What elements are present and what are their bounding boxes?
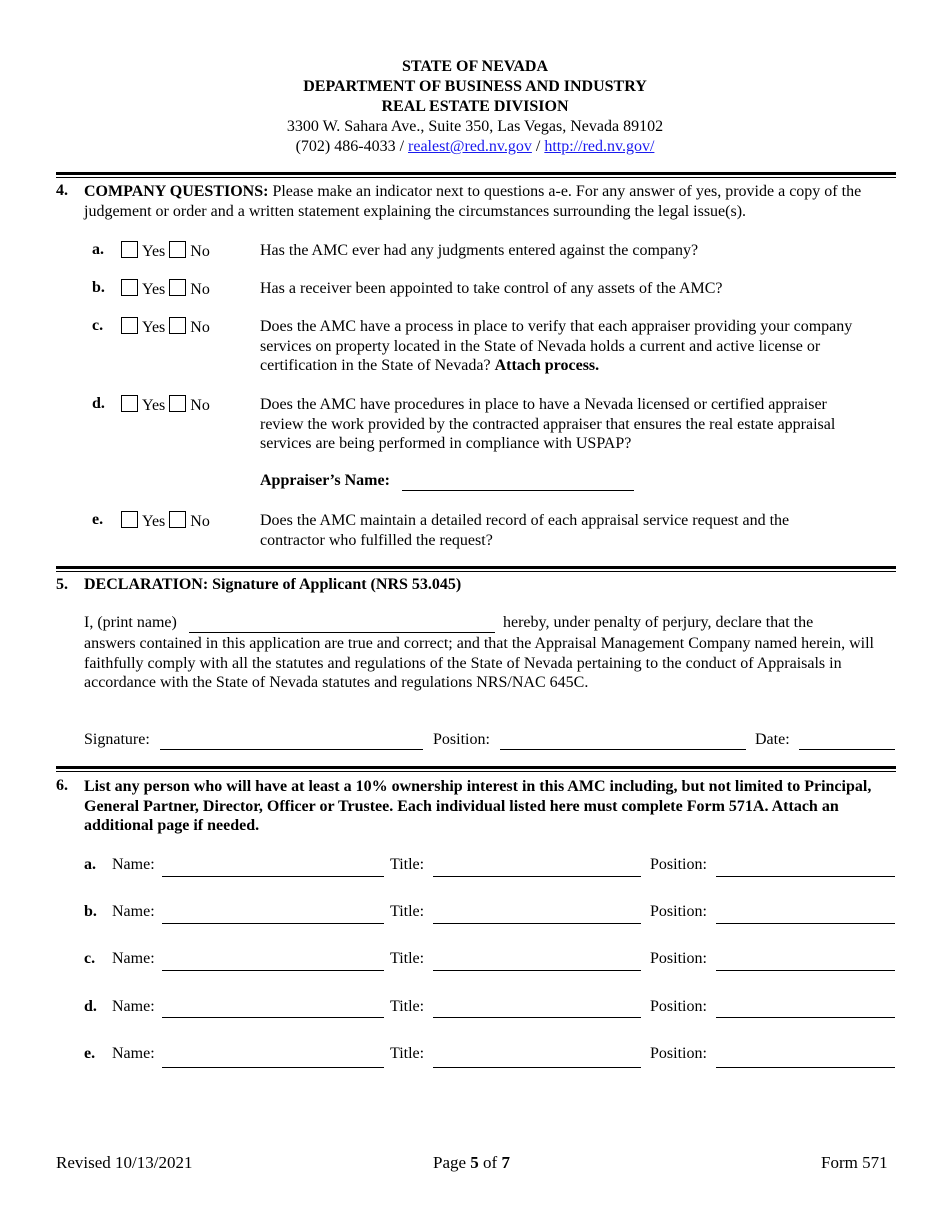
question-text: Does the AMC have procedures in place to have a Nevada licensed or certified appraiser review the work provided by the contracted appraiser that ensures the real estate appraisal services are being performed in compliance with USPAP?	[260, 396, 836, 452]
section-6-number: 6.	[56, 777, 68, 794]
owner-position-label: Position:	[650, 998, 707, 1015]
date-label: Date:	[755, 731, 790, 748]
page-number	[433, 1153, 510, 1173]
owner-name-label: Name:	[112, 856, 155, 873]
owner-name-field[interactable]	[162, 1067, 384, 1068]
section-5-number: 5.	[56, 576, 68, 593]
declaration-text: answers contained in this application are true and correct; and that the Appraisal Management Company named herein, will faithfully comply with all the statutes and regulations of the State of Nevada pertaining to the conduct of Appraisals in accordance with the State of Nevada statutes and regulations NRS/NAC 645C.	[84, 635, 874, 691]
appraiser-name-field[interactable]	[402, 490, 634, 491]
no-checkbox[interactable]	[169, 241, 186, 258]
owner-position-field[interactable]	[716, 1067, 895, 1068]
yes-label: Yes	[142, 281, 166, 298]
owner-title-field[interactable]	[433, 876, 641, 877]
question-letter: c.	[92, 317, 104, 334]
website-link[interactable]: http://red.nv.gov/	[544, 138, 655, 155]
owner-title-label: Title:	[390, 998, 425, 1015]
owner-title-field[interactable]	[433, 970, 641, 971]
owner-row-letter: d.	[84, 998, 97, 1015]
header-state: STATE OF NEVADA	[401, 58, 549, 75]
question-text: Does the AMC maintain a detailed record of each appraisal service request and the contractor who fulfilled the request?	[260, 512, 790, 549]
no-label: No	[190, 319, 210, 336]
no-checkbox[interactable]	[169, 395, 186, 412]
owner-name-field[interactable]	[162, 1017, 384, 1018]
yes-no-group	[121, 511, 214, 531]
page-header	[0, 57, 950, 157]
header-separator: /	[535, 138, 541, 155]
owner-name-field[interactable]	[162, 923, 384, 924]
yes-no-group	[121, 279, 214, 299]
question-text: Has the AMC ever had any judgments entered against the company?	[260, 242, 699, 259]
yes-label: Yes	[142, 319, 166, 336]
print-name-field[interactable]	[189, 632, 495, 633]
yes-label: Yes	[142, 397, 166, 414]
yes-checkbox[interactable]	[121, 317, 138, 334]
no-label: No	[190, 513, 210, 530]
section-divider	[56, 566, 896, 572]
page-of: of	[483, 1153, 498, 1172]
question-text: Has a receiver been appointed to take control of any assets of the AMC?	[260, 280, 723, 297]
owner-title-field[interactable]	[433, 1067, 641, 1068]
owner-name-label: Name:	[112, 950, 155, 967]
yes-checkbox[interactable]	[121, 395, 138, 412]
question-letter: d.	[92, 395, 105, 412]
revised-date: Revised 10/13/2021	[56, 1153, 193, 1172]
header-contact	[0, 137, 950, 157]
owner-name-field[interactable]	[162, 970, 384, 971]
section-4-number: 4.	[56, 182, 68, 199]
section-5-title: DECLARATION: Signature of Applicant (NRS 53.045)	[84, 576, 462, 593]
section-divider	[56, 766, 896, 772]
no-label: No	[190, 397, 210, 414]
position-field[interactable]	[500, 749, 746, 750]
question-text	[260, 317, 860, 376]
yes-checkbox[interactable]	[121, 241, 138, 258]
no-label: No	[190, 281, 210, 298]
form-number: Form 571	[821, 1153, 888, 1172]
header-division: REAL ESTATE DIVISION	[381, 98, 569, 115]
question-letter: e.	[92, 511, 104, 528]
print-name-label: I, (print name)	[84, 614, 177, 631]
yes-checkbox[interactable]	[121, 279, 138, 296]
owner-row-letter: e.	[84, 1045, 96, 1062]
question-letter: a.	[92, 241, 104, 258]
no-checkbox[interactable]	[169, 511, 186, 528]
signature-label: Signature:	[84, 731, 150, 748]
owner-position-label: Position:	[650, 856, 707, 873]
owner-position-label: Position:	[650, 950, 707, 967]
owner-row-letter: c.	[84, 950, 96, 967]
owner-position-field[interactable]	[716, 876, 895, 877]
owner-title-label: Title:	[390, 950, 425, 967]
page-current: 5	[470, 1153, 479, 1172]
section-6-title: List any person who will have at least a 10% ownership interest in this AMC including, but not limited to Principal, General Partner, Director, Officer or Trustee. Each individual listed here must complete Form 571A. Attach an additional page if needed.	[84, 778, 872, 834]
declaration-line-1: hereby, under penalty of perjury, declare that the	[503, 614, 814, 631]
section-4-intro	[84, 182, 896, 221]
page-prefix: Page	[433, 1153, 467, 1172]
owner-row-letter: b.	[84, 903, 97, 920]
yes-checkbox[interactable]	[121, 511, 138, 528]
owner-title-label: Title:	[390, 1045, 425, 1062]
owner-position-field[interactable]	[716, 970, 895, 971]
header-address: 3300 W. Sahara Ave., Suite 350, Las Vegas, Nevada 89102	[286, 118, 664, 135]
header-department: DEPARTMENT OF BUSINESS AND INDUSTRY	[303, 78, 647, 95]
signature-field[interactable]	[160, 749, 423, 750]
email-link[interactable]: realest@red.nv.gov	[408, 138, 532, 155]
section-4-title: COMPANY QUESTIONS:	[84, 183, 269, 200]
header-phone: (702) 486-4033 /	[295, 138, 405, 155]
question-c-body: Does the AMC have a process in place to verify that each appraiser providing your company services on property located in the State of Nevada holds a current and active license or certification in the State of Nevada?	[260, 318, 853, 374]
yes-no-group	[121, 395, 214, 415]
owner-name-label: Name:	[112, 1045, 155, 1062]
section-4-instructions: Please make an indicator next to questions a-e. For any answer of yes, provide a copy of the judgement or order and a written statement explaining the circumstances surrounding the legal issue(s).	[84, 183, 862, 220]
owner-name-label: Name:	[112, 998, 155, 1015]
appraiser-name-label: Appraiser’s Name:	[260, 472, 390, 489]
owner-title-field[interactable]	[433, 923, 641, 924]
page-total: 7	[501, 1153, 510, 1172]
owner-row-letter: a.	[84, 856, 96, 873]
no-checkbox[interactable]	[169, 317, 186, 334]
owner-position-field[interactable]	[716, 1017, 895, 1018]
owner-name-label: Name:	[112, 903, 155, 920]
yes-no-group	[121, 317, 214, 337]
owner-position-label: Position:	[650, 903, 707, 920]
attach-process-note: Attach process.	[494, 357, 600, 374]
no-checkbox[interactable]	[169, 279, 186, 296]
owner-title-label: Title:	[390, 856, 425, 873]
position-label: Position:	[433, 731, 490, 748]
yes-no-group	[121, 241, 214, 261]
yes-label: Yes	[142, 243, 166, 260]
section-divider	[56, 172, 896, 178]
owner-title-label: Title:	[390, 903, 425, 920]
yes-label: Yes	[142, 513, 166, 530]
no-label: No	[190, 243, 210, 260]
question-letter: b.	[92, 279, 105, 296]
owner-position-label: Position:	[650, 1045, 707, 1062]
owner-name-field[interactable]	[162, 876, 384, 877]
date-field[interactable]	[799, 749, 895, 750]
owner-title-field[interactable]	[433, 1017, 641, 1018]
owner-position-field[interactable]	[716, 923, 895, 924]
